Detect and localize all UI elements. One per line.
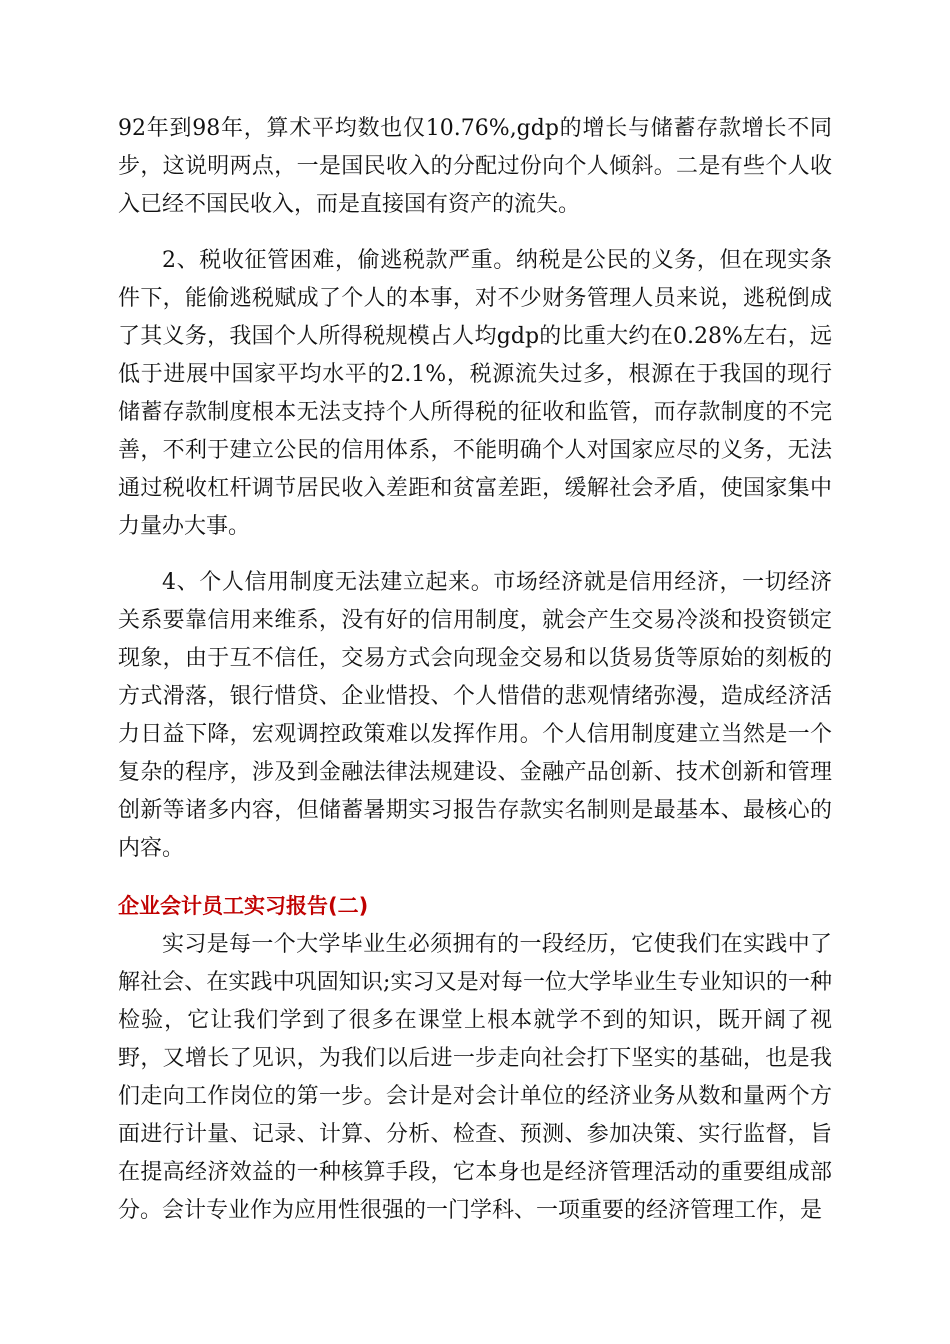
section-heading: 企业会计员工实习报告(二): [118, 894, 369, 918]
paragraph-2: 2、税收征管困难，偷逃税款严重。纳税是公民的义务，但在现实条件下，能偷逃税赋成了个人的本事，对不少财务管理人员来说，逃税倒成了其义务，我国个人所得税规模占人均gdp的比重大约在0.28%左右，远低于进展中国家平均水平的2.1%，税源流失过多，根源在于我国的现行储蓄存款制度根本无法支持个人所得税的征收和监管，而存款制度的不完善，不利于建立公民的信用体系，不能明确个人对国家应尽的义务，无法通过税收杠杆调节居民收入差距和贫富差距，缓解社会矛盾，使国家集中力量办大事。: [118, 248, 832, 539]
document-page: [118, 110, 832, 1230]
paragraph-1: 92年到98年，算术平均数也仅10.76%,gdp的增长与储蓄存款增长不同步，这说明两点，一是国民收入的分配过份向个人倾斜。二是有些个人收入已经不国民收入，而是直接国有资产的流失。: [118, 116, 832, 217]
paragraph-3: 4、个人信用制度无法建立起来。市场经济就是信用经济，一切经济关系要靠信用来维系，没有好的信用制度，就会产生交易冷淡和投资锁定现象，由于互不信任，交易方式会向现金交易和以货易货等原始的刻板的方式滑落，银行惜贷、企业惜投、个人惜借的悲观情绪弥漫，造成经济活力日益下降，宏观调控政策难以发挥作用。个人信用制度建立当然是一个复杂的程序，涉及到金融法律法规建设、金融产品创新、技术创新和管理创新等诸多内容，但储蓄暑期实习报告存款实名制则是最基本、最核心的内容。: [118, 570, 832, 861]
paragraph-spacer: [118, 868, 832, 886]
paragraph-spacer: [118, 546, 832, 564]
paragraph-spacer: [118, 224, 832, 242]
paragraph-4: 实习是每一个大学毕业生必须拥有的一段经历，它使我们在实践中了解社会、在实践中巩固知识;实习又是对每一位大学毕业生专业知识的一种检验，它让我们学到了很多在课堂上根本就学不到的知识，既开阔了视野，又增长了见识，为我们以后进一步走向社会打下坚实的基础，也是我们走向工作岗位的第一步。会计是对会计单位的经济业务从数和量两个方面进行计量、记录、计算、分析、检查、预测、参加决策、实行监督，旨在提高经济效益的一种核算手段，它本身也是经济管理活动的重要组成部分。会计专业作为应用性很强的一门学科、一项重要的经济管理工作，是: [118, 932, 832, 1223]
